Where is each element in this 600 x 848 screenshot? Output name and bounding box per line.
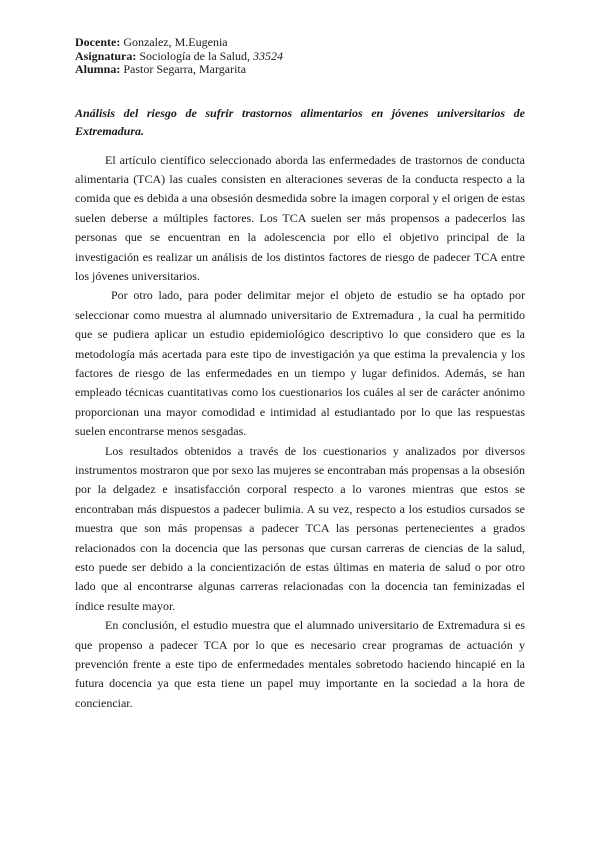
alumna-value: Pastor Segarra, Margarita (123, 62, 247, 76)
alumna-line (75, 63, 525, 77)
asignatura-code: 33524 (253, 48, 283, 63)
docente-line (75, 36, 525, 50)
asignatura-value: Sociología de la Salud, (139, 48, 250, 63)
asignatura-label: Asignatura: (75, 48, 137, 63)
docente-value: Gonzalez, M.Eugenia (123, 35, 228, 49)
alumna-label: Alumna: (75, 62, 121, 76)
document-page (75, 36, 525, 713)
paragraph-results: Los resultados obtenidos a través de los cuestionarios y analizados por diversos instrumentos mostraron que por sexo las mujeres se encontraban más propensas a la obsesión por la delgadez e insatisfacción corporal respecto a lo varones mientras que estos se encontraban más dispuestos a padecer bulimia. A su vez, respecto a los estudios cursados se muestra que son más propensas a padecer TCA las personas pertenecientes a grados relacionados con la docencia que las personas que cursan carreras de ciencias de la salud, esto puede ser debido a la concientización de estas últimas en materia de salud o por otro lado que al encontrarse algunas carreras relacionadas con la docencia tan feminizadas el índice resulte mayor. (75, 443, 525, 613)
asignatura-line (75, 50, 525, 64)
paragraph-conclusion: En conclusión, el estudio muestra que el alumnado universitario de Extremadura si es que propenso a padecer TCA por lo que es necesario crear programas de actuación y prevención frente a este tipo de enfermedades mentales sobretodo haciendo hincapié en la futura docencia ya que esta tiene un papel muy importante en la sociedad a la hora de concienciar. (75, 618, 525, 710)
document-title: Análisis del riesgo de sufrir trastornos alimentarios en jóvenes universitarios de Extremadura. (75, 105, 525, 138)
docente-label: Docente: (75, 35, 121, 49)
paragraph-intro: El artículo científico seleccionado aborda las enfermedades de trastornos de conducta alimentaria (TCA) las cuales consisten en alteraciones severas de la conducta respecto a la comida que es debida a una obsesión desmedida sobre la imagen corporal y el origen de estas suelen deberse a múltiples factores. Los TCA suelen ser más propensos a padecerlos las personas que se encuentran en la adolescencia por ello el objetivo principal de la investigación es realizar un análisis de los distintos factores de riesgo de padecer TCA entre los jóvenes universitarios. (75, 152, 525, 283)
paragraph-method: Por otro lado, para poder delimitar mejor el objeto de estudio se ha optado por seleccionar como muestra al alumnado universitario de Extremadura , la cual ha permitido que se pudiera aplicar un estudio epidemiológico descriptivo lo que considero que es la metodología más acertada para este tipo de investigación ya que estima la prevalencia y los factores de riesgo de las enfermedades en un tiempo y lugar definidos. Además, se han empleado técnicas cuantitativas como los cuestionarios los cuáles al ser de carácter anónimo proporcionan una mayor comodidad e intimidad al estudiantado por lo que las respuestas suelen encontrarse menos sesgadas. (75, 288, 525, 439)
